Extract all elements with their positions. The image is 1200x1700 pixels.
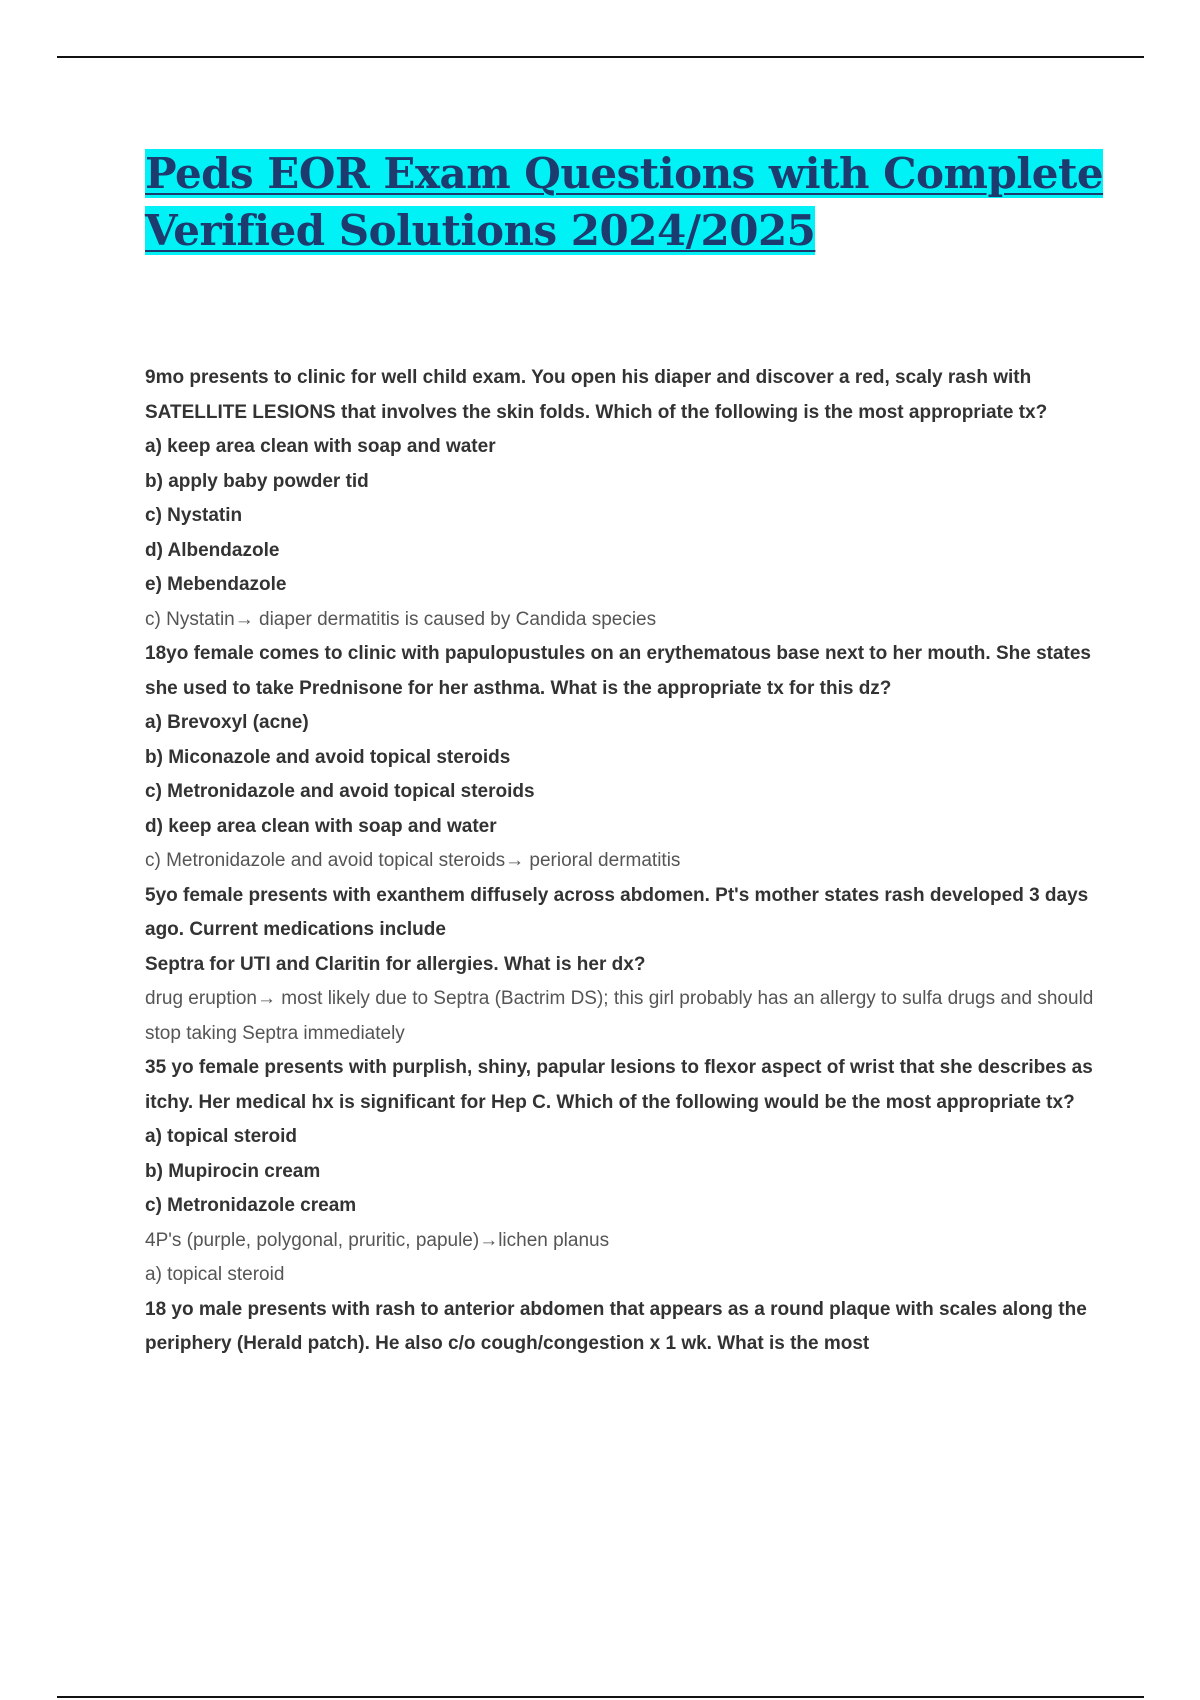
answer-option: a) Brevoxyl (acne) <box>145 712 309 733</box>
answer-explanation: drug eruption→ most likely due to Septra (Bactrim DS); this girl probably has an allergy to sulfa drugs and should stop taking Septra immediately <box>145 988 1094 1044</box>
document-title <box>145 145 1105 259</box>
question-stem: 5yo female presents with exanthem diffusely across abdomen. Pt's mother states rash developed 3 days ago. Current medications include <box>145 884 1089 940</box>
title-line-2: Verified Solutions 2024/2025 <box>145 206 816 255</box>
question-stem: 9mo presents to clinic for well child exam. You open his diaper and discover a red, scaly rash with SATELLITE LESIONS that involves the skin folds. Which of the following is the most appropriate tx? <box>145 367 1048 423</box>
question-list <box>145 361 1095 1362</box>
answer-option: a) topical steroid <box>145 1126 298 1147</box>
answer-explanation: c) Metronidazole and avoid topical steroids→ perioral dermatitis <box>145 850 681 871</box>
question-stem-continued: Septra for UTI and Claritin for allergies. What is her dx? <box>145 953 646 975</box>
answer-option: a) keep area clean with soap and water <box>145 436 496 457</box>
answer-option: c) Metronidazole and avoid topical steroids <box>145 781 535 802</box>
answer-option: b) Miconazole and avoid topical steroids <box>145 746 511 768</box>
answer-option: d) keep area clean with soap and water <box>145 815 497 837</box>
top-rule <box>57 56 1144 58</box>
answer-option: b) apply baby powder tid <box>145 470 369 492</box>
answer-explanation: 4P's (purple, polygonal, pruritic, papule)→lichen planus <box>145 1229 610 1251</box>
answer-option: c) Nystatin <box>145 505 243 526</box>
bottom-rule <box>57 1696 1144 1698</box>
title-line-1: Peds EOR Exam Questions with Complete <box>145 149 1104 198</box>
answer-option: b) Mupirocin cream <box>145 1160 321 1182</box>
question-stem: 18 yo male presents with rash to anterior abdomen that appears as a round plaque with scales along the periphery (Herald patch). He also c/o cough/congestion x 1 wk. What is the most <box>145 1298 1087 1354</box>
question-stem: 35 yo female presents with purplish, shiny, papular lesions to flexor aspect of wrist that she describes as itchy. Her medical hx is significant for Hep C. Which of the following would be the most appropriate tx? <box>145 1057 1093 1113</box>
answer-option: d) Albendazole <box>145 539 280 561</box>
question-stem: 18yo female comes to clinic with papulopustules on an erythematous base next to her mouth. She states she used to take Prednisone for her asthma. What is the appropriate tx for this dz? <box>145 643 1092 699</box>
answer-explanation: c) Nystatin→ diaper dermatitis is caused by Candida species <box>145 608 657 630</box>
answer-option: c) Metronidazole cream <box>145 1195 357 1216</box>
answer-explanation: a) topical steroid <box>145 1264 285 1285</box>
answer-option: e) Mebendazole <box>145 574 287 595</box>
